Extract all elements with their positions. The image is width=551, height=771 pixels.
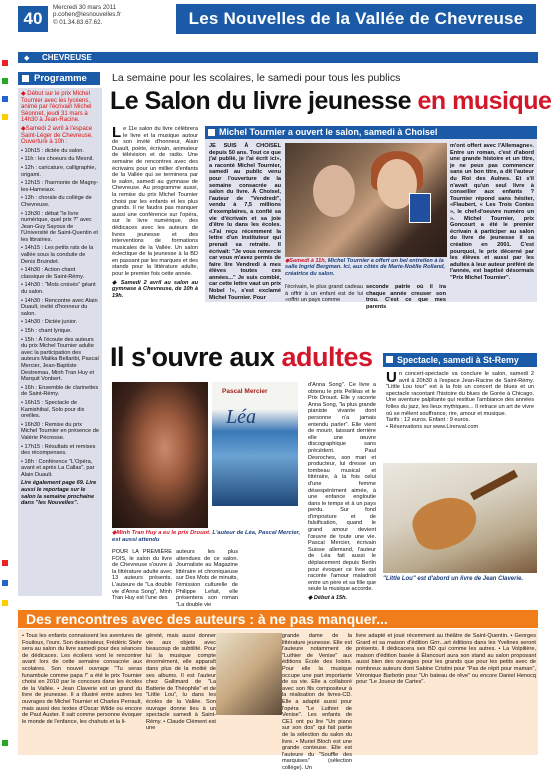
newspaper-banner: Les Nouvelles de la Vallée de Chevreuse — [176, 4, 536, 34]
guitar-neck — [470, 470, 518, 501]
book-cover-title: Léa — [226, 406, 256, 428]
programme-item: • 12h : caricature, calligraphie, origami. — [21, 164, 97, 178]
programme-item: ◆Samedi 2 avril à l'espace Saint-Léger de Chevreuse. Ouverture à 10h : — [21, 125, 93, 146]
programme-item: • 14h15 : Les petits rats de la vallée sous la conduite de Denis Bruindet. — [21, 245, 94, 265]
programme-item: • 10h15 : dictée du salon. — [21, 147, 84, 154]
section-arrow-icon: ◆ — [24, 55, 30, 62]
headline-plain: Il s'ouvre aux — [110, 342, 275, 372]
caption-text: L'auteur de Léa, Pascal Mercier, est aussi attendu — [112, 530, 301, 543]
square-bullet-icon — [208, 129, 215, 136]
programme-item: • 14h30 : Rencontre avec Alain Duault, invité d'honneur du salon. — [21, 297, 98, 317]
color-marker — [2, 60, 8, 66]
programme-item: • 12h15 : l'harmonie de Magny-les-Hameaux. — [21, 180, 99, 193]
drop-cap: L — [112, 124, 122, 141]
tournier-photo — [285, 143, 447, 257]
color-marker — [2, 96, 8, 102]
adultes-text: d'Anna Song". Ce livre a obtenu le prix Pelléas et le Prix Drouot. Elle y raconte Anna Song, "la plus grande pianiste vivante dont personne n'a jamais entendu parler". Elle vient de mourir, laissant derrière elle une œuvre discographique sans précédent. Paul Desroches, son mari et producteur, lui dresse un tombeau musical et littéraire, à la fois celui d'une femme désespérément aimée, à une enfance engloutie dans le temps et à un pays perdu. Sur fond d'imposture et de falsification, quand le grand amour devient l'œuvre de toute une vie. Pascal Mercier, écrivain Suisse allemand, l'auteur de Léa fait aussi le déplacement depuis Berlin pour évoquer ce livre qui raconte l'amour maladroit entre un père et sa fille que seule la musique accorde. — [308, 382, 376, 593]
adultes-col1: POUR LA PREMIÈRE FOIS, le salon du livre de Chevreuse s'ouvre à la littérature adulte avec 13 auteurs présents. L'auteure de "La double vie d'Anna Song", Minh Tran Huy est l'une des — [112, 549, 172, 602]
author-portrait — [112, 382, 208, 528]
spectacle-reservations: • Réservations sur www.Lirenval.com — [386, 423, 479, 430]
caption-lead: ◆Minh Tran Huy a eu le prix Drouot. — [112, 530, 211, 536]
programme-item: • 18h : Conférence "L'Opéra, avant et après La Callas", par Alain Duault. — [21, 458, 95, 478]
section-label: CHEVREUSE — [42, 53, 92, 62]
tournier-col2: l'écrivain, le plus grand cadeau à offrir à un enfant est de lui «offrir un pays comme — [285, 284, 363, 304]
person-face — [313, 165, 355, 217]
adultes-col3 — [308, 382, 376, 601]
color-marker — [2, 740, 8, 746]
programme-note-text: Lire également page 69. Lire aussi le reportage sur le salon la semaine prochaine dans "les Nouvelles". — [21, 480, 97, 507]
rencontres-col3: grande dame de la littérature jeunesse. Elle est l'auteure notamment de "Luthier de Venise" aux éditions École des loisirs. Pour elle la musique occupe une part importante de sa vie. Elle a collaboré avec son fils compositeur à la réalisation de livres-CD. Elle a adapté aussi pour l'opéra "Le Luthier de Venise". Les enfants de CE1 ont pu lire "Un piano sur son dos" qui fait partie de la sélection du salon du livre. • Muriel Bloch est une grande conteuse. Elle est l'auteure du "Souffle des marquises" (sélection collège). Un — [282, 633, 352, 771]
article-footer: ◆ Samedi 2 avril au salon au gymnase à Chevreuse, de 10h à 19h. — [112, 279, 198, 299]
programme-item: • 16h15 : Spectacle de Kamishibaï, Solo pour dix oreilles. — [21, 399, 85, 420]
color-marker — [2, 560, 8, 566]
adultes-caption — [112, 530, 302, 546]
color-marker — [2, 580, 8, 586]
spectacle-text: n concert-spectacle va conclure le salon, samedi 2 avril à 20h30 à l'espace Jean-Racine de Saint-Rémy. "Little Lou tour" est à la fois un concert de blues et un spectacle racontant l'histoire du blues de Gorée à Chicago. Une aventure palpitante qui restitue l'ambiance des années folles du jazz, les lieux mythiques... Il retrace un art de vivre où se mêlent souffrance, rire, amour et musique. — [386, 371, 534, 417]
tournier-col3: seconde patrie où il ira chaque année creuser son trou. C'est ce que mes parents — [366, 284, 446, 310]
adultes-col2: auteurs les plus attendues de ce salon. Journaliste au Magazine littéraire et chroniqueuse sur Des Mots de minuits, l'émission culturelle de Philippe Lefait, elle présentera son roman "La double vie — [176, 549, 238, 608]
rencontres-header: Des rencontres avec des auteurs : à ne pas manquer... — [18, 610, 538, 628]
rencontres-col2: gèreté, mais aussi donner vie aux objets avec beaucoup de subtilité. Pour lui la musique compte énormément, elle apparaît dans plus de la moitié de ses albums. Il est l'auteur chez Gallimard de "La Batterie de Théophile" et de "Little Lou", lu dans les écoles de la Vallée. Son ouvrage donne lieu à un spectacle samedi à Saint-Rémy. • Claude Clément est une — [146, 633, 216, 732]
programme-item: • 13h : chorale du collège de Chevreuse. — [21, 195, 92, 208]
programme-title: Programme — [34, 73, 87, 84]
programme-item: • 11h : les choeurs du Mesnil. — [21, 156, 94, 163]
guitar-photo — [383, 463, 537, 573]
programme-item: • 14h30 : Action chant classique de Saint-Rémy. — [21, 267, 85, 280]
programme-item: • 15h : À l'écoute des auteurs du prix Michel Tournier adulte avec la participation des auteurs Malika Bellaribi, Pascal Mercier, Jean-Baptiste Destremau, Minh Tran Huy et Marquit Vonbert. — [21, 336, 99, 383]
caption-lead: ◆Samedi à 11h, — [285, 258, 327, 264]
headline-accent: en musique — [417, 87, 551, 115]
spectacle-title: Spectacle, samedi à St-Remy — [397, 355, 519, 365]
article-text: e 11e salon du livre célèbrera le livre et la musique autour de son invité d'honneur, Alain Duault, poète, écrivain, animateur de télévision et de radio. Une semaine de rencontres avec des écrivains pour un millier d'enfants de la Vallée qui se terminera par le salon, samedi au gymnase de Chevreuse. Au programme aussi, la remise du prix Michel Tournier choisi par les enfants et les plus grands. Il ne faudra pas manquer aussi une conférence sur l'opéra, sur le livre numérique, des dédicaces avec les auteurs de livres jeunesse et des interventions de formations musicales de la Vallée. Un salon éclectique de la jeunesse à la BD en passant par les marques et des stands pour la littérature adulte, pour le premier fois cette année. — [112, 126, 198, 278]
header-date: Mercredi 30 mars 2011 — [53, 4, 117, 11]
guitar-body — [407, 490, 484, 557]
color-marker — [2, 114, 8, 120]
tournier-caption — [285, 258, 447, 282]
adultes-headline — [110, 342, 373, 373]
spectacle-body — [383, 368, 537, 462]
programme-item: • 16h : Ensemble de clarinettes de Saint-Rémy. — [21, 384, 99, 398]
tournier-title: Michel Tournier a ouvert le salon, samedi à Choisel — [219, 127, 438, 137]
rencontres-col1: • Tous les enfants connaissent les aventures de Fouiloux, l'ours. Son dessinateur, Frédéric Stehr sera au salon du livre samedi pour des séances de dédicaces. Les écoliers vont le rencontrer avant lors de cette semaine consacrée aux scolaires. Son nouvel ouvrage "Tu seras funambule comme papa !" a été le prix Tournier choisi en 2010 par le concours dans les écoles de la Vallée. • Jean Claverie est un grand du livre de jeunesse. Il a illustré entre autres les ouvrages de Michel Tournier et Charles Perrault, mais aussi des textes d'Oscar Wilde ou encore de Paul Auster. Il sait comme personne évoquer le monde de l'enfance, les chahuts et la li- — [22, 633, 142, 725]
article-headline — [110, 87, 551, 116]
programme-item: • 15h : chant lyrique. — [21, 328, 72, 334]
spectacle-caption: "Little Lou" est d'abord un livre de Jean Claverie. — [383, 576, 524, 582]
spectacle-tarifs: Tarifs : 12 euros. Enfant : 9 euros. — [386, 417, 470, 424]
header-meta — [53, 4, 121, 26]
author-photo — [216, 633, 282, 715]
square-bullet-icon — [386, 356, 393, 363]
programme-note — [21, 480, 99, 506]
programme-item: • 16h30 : Remise du prix Michel Tournier en présence de Valérie Pécresse. — [21, 421, 99, 441]
article-kicker: La semaine pour les scolaires, le samedi pour tous les publics — [112, 72, 401, 84]
programme-header — [18, 72, 100, 85]
tournier-col4: m'ont offert avec l'Allemagne». Entre un roman, c'est d'abord une grande histoire et un titre, je ne peux pas commencer sans un bon titre, a dit l'auteur du Roi des Aulnes. Et s'il n'avait qu'un seul livre à conseiller aux enfants ? Tournier répond sans hésiter, «Flaubert, « Les Trois Contes », le chef-d'oeuvre numéro un ». Michel Tournier, prix Goncourt a été le premier écrivain à participer au salon du livre de jeunesse il sa création en 2001. C'est pourquoi, le prix décerné par les élèves et aussi par les adultes à leur auteur préféré de l'année, est baptisé désormais "Prix Michel Tournier". — [450, 143, 534, 281]
headline-plain: Le Salon du livre jeunesse — [110, 87, 412, 115]
header-phone: © 01.34.83.67.62. — [53, 18, 103, 26]
header-email: p.cohen@lesnouvelles.fr — [53, 11, 121, 19]
drop-cap: U — [386, 369, 397, 386]
book-cover — [212, 382, 298, 506]
adultes-footer: ◆ Début à 15h. — [308, 595, 348, 601]
rencontres-col4: livre adapté et joué récemment au théâtre de Saint-Quentin. • Georges Grard et sa maison d'édition Grrr...art éditions dans les Yvelines seront présents. Il dédicacera ses BD qui comme les autres. • La Volpilière, maison d'édition basée à Élancourt aura son stand au salon proposant aussi bien des ouvrages pour les grands que pour les petits avec de nombreux auteurs dont Sabine Cristini pour "Pas de répit pour maman", Véronique Barbotin pour "Un bateau de rêve" ou encore Daniel Henocq pour "Le Joueur de Cartes". — [356, 633, 536, 686]
caption-text: Michel Tournier a offert un bel entretien à la salle Ingrid Bergman. Ici, aux côtés de Marie-Noëlle Rolland, créatrice du salon. — [285, 258, 446, 277]
color-marker — [2, 600, 8, 606]
square-bullet-icon — [22, 75, 29, 82]
tournier-col1: JE SUIS À CHOISEL depuis 50 ans. Tout ce que j'ai publié, je l'ai écrit ici», a raconté Michel Tournier, samedi au public venu pour l'ouverture de la semaine consacrée au salon du livre. À Choisel, l'auteur de "Vendredi", vendu à 7,5 millions d'exemplaires, a confié sa vie d'écrivain et sa joie d'être lu dans les écoles. «J'ai reçu récemment la lettre d'un instituteur qui prenait sa retraite. Il écrivait: "Je vous remercie car vous m'avez permis de faire lire Vendredi à mes élèves toutes ces années..." Je suis comblé, car cette lettre vaut un prix Nobel !», s'est exclamé Michel Tournier. Pour — [209, 143, 281, 301]
programme-item: • 14h30 : Dictée junior. — [21, 319, 78, 326]
page-number: 40 — [18, 6, 48, 32]
programme-item: • 14h30 : "Mots croisés" géant du salon. — [21, 282, 96, 296]
book-shape — [409, 193, 431, 223]
programme-item: ◆ Début sur le prix Michel Tournier avec les lycéens, animé par l'écrivain Michel Séonnet, jeudi 31 mars à 14h30 à Jean-Racine. — [21, 91, 92, 124]
article-body — [112, 124, 198, 299]
book-cover-author: Pascal Mercier — [222, 388, 268, 395]
color-marker — [2, 78, 8, 84]
programme-item: • 17h15 : Résultats et remises des récompenses. — [21, 443, 96, 457]
programme-list — [18, 88, 102, 596]
section-bar — [18, 52, 538, 63]
headline-accent: adultes — [281, 342, 373, 372]
tournier-header — [205, 126, 537, 139]
programme-item: • 13h30 : débat "le livre numérique, quel prix ?" avec Jean-Guy Sayous de l'Université de Saint-Quentin et les librairies. — [21, 210, 98, 243]
spectacle-header — [383, 353, 537, 367]
